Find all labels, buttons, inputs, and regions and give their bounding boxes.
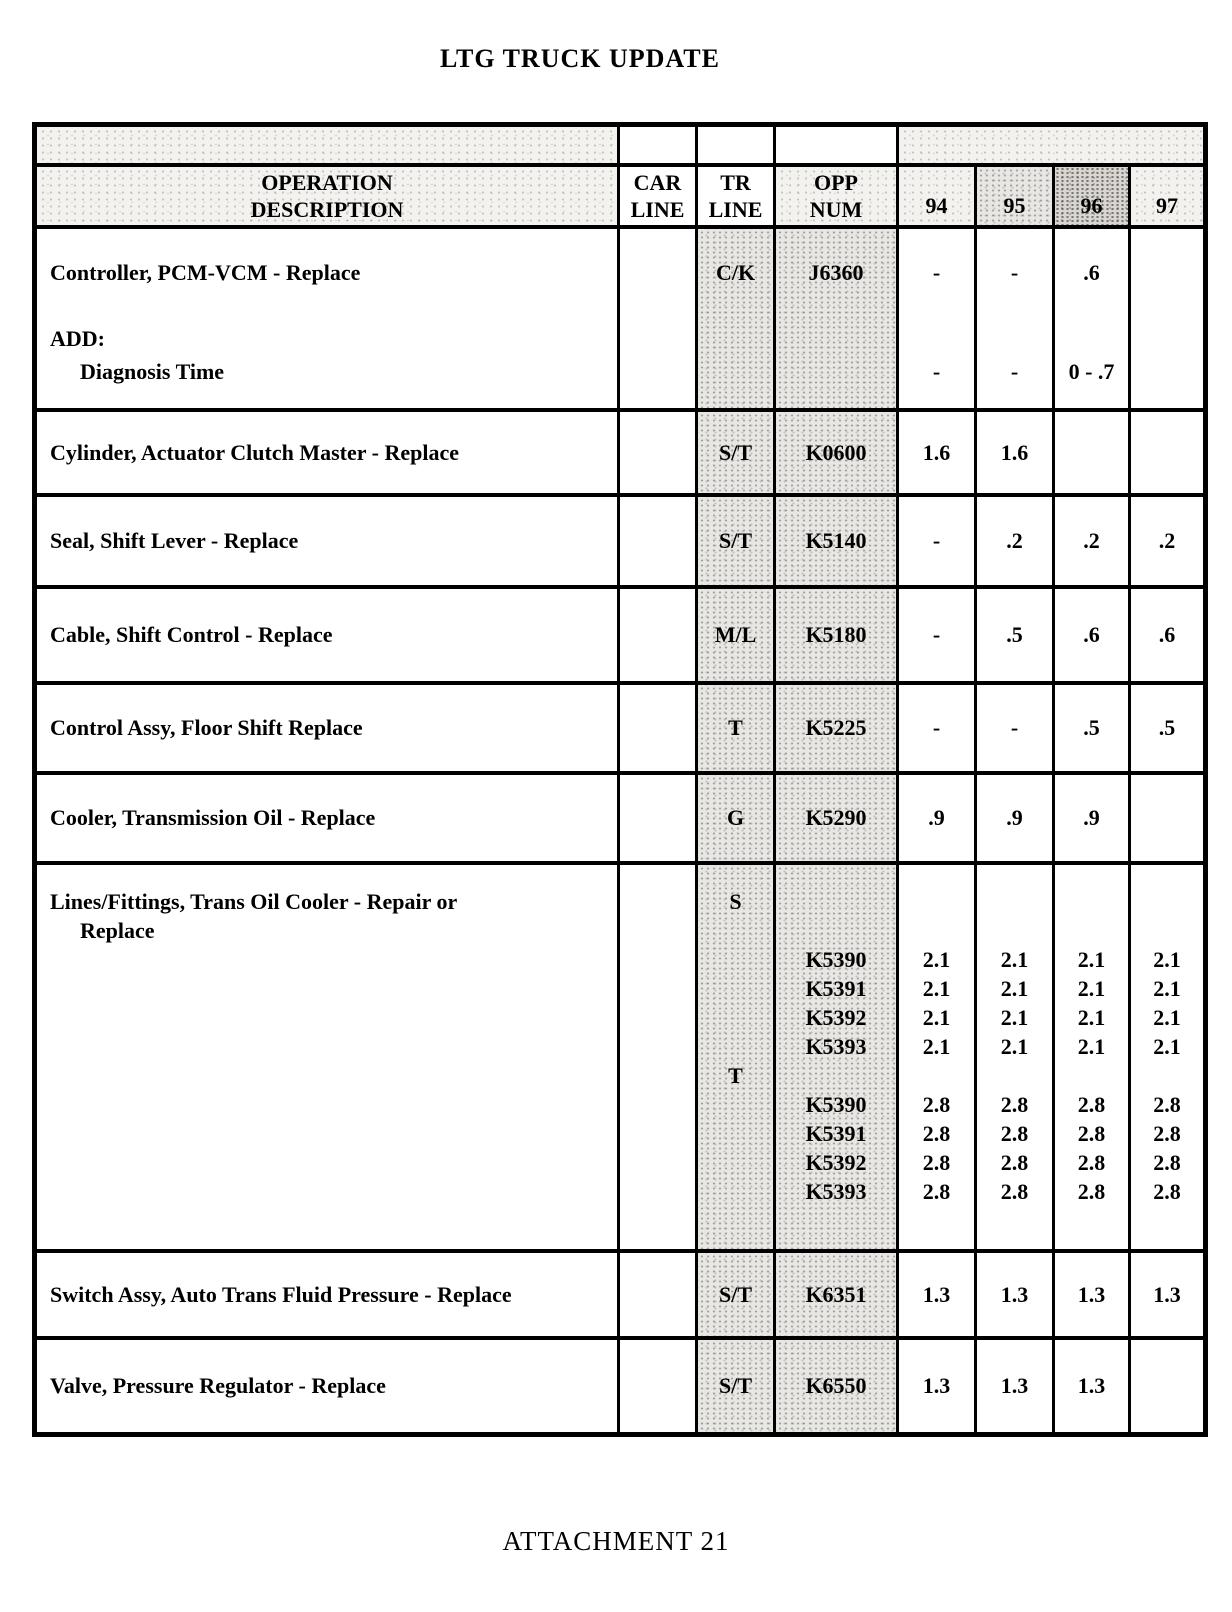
page-title: LTG TRUCK UPDATE xyxy=(440,44,720,73)
cell-96: .2 xyxy=(1055,497,1131,585)
cell-tr-line: S/T xyxy=(698,1340,776,1432)
page-footer: ATTACHMENT 21 xyxy=(502,1526,730,1556)
cell-opp-num: K6351 xyxy=(776,1253,899,1336)
cell-car-line xyxy=(620,685,698,771)
value-96: 2.8 xyxy=(1077,1179,1106,1204)
cell-car-line xyxy=(620,229,698,408)
value-96: 2.8 xyxy=(1077,1121,1106,1146)
value-94: 2.8 xyxy=(922,1092,951,1117)
opp-num-value: J6360 xyxy=(808,260,864,285)
cell-97: .2 xyxy=(1158,528,1176,553)
value-95: 2.1 xyxy=(1000,947,1029,972)
opp-num-value: K5391 xyxy=(805,1121,867,1146)
value-96: .6 xyxy=(1083,260,1100,285)
cell-96: 1.3 xyxy=(1055,1253,1131,1336)
cell-opp-num xyxy=(776,229,899,408)
value-95: 2.8 xyxy=(1000,1150,1029,1175)
cell-tr-line: S/T xyxy=(698,1253,776,1336)
value-97: 2.1 xyxy=(1153,1005,1181,1030)
cell-94: - xyxy=(899,685,977,771)
header-operation-line1: OPERATION xyxy=(261,170,393,195)
cell-96: .5 xyxy=(1055,685,1131,771)
cell-94: 1.3 xyxy=(899,1340,977,1432)
cell-description: Switch Assy, Auto Trans Fluid Pressure - Replace xyxy=(37,1253,620,1336)
cell-97: 1.3 xyxy=(1153,1281,1181,1307)
header-year-97: 97 xyxy=(1131,167,1203,225)
opp-num-value: K5392 xyxy=(805,1005,867,1030)
value-94: 2.1 xyxy=(922,1005,951,1030)
cell-96 xyxy=(1055,229,1131,408)
table-row-cooler xyxy=(37,775,1203,865)
value-97: 2.8 xyxy=(1153,1092,1181,1117)
opp-num-value: K5391 xyxy=(805,976,867,1001)
table-row-seal xyxy=(37,497,1203,589)
cell-tr-line xyxy=(698,865,776,1249)
description-text: Controller, PCM-VCM - Replace xyxy=(50,260,361,285)
table-row-switch-assy xyxy=(37,1253,1203,1340)
header-year-94: 94 xyxy=(899,167,977,225)
header-year-96: 96 xyxy=(1055,167,1131,225)
add-label: ADD: xyxy=(50,326,105,351)
top-band-description-cell xyxy=(37,127,620,163)
cell-94 xyxy=(899,229,977,408)
cell-95: - xyxy=(977,685,1055,771)
cell-94: - xyxy=(899,497,977,585)
table-row-valve xyxy=(37,1340,1203,1432)
cell-car-line xyxy=(620,1340,698,1432)
header-operation-line2: DESCRIPTION xyxy=(250,197,404,222)
header-opp-line2: NUM xyxy=(809,197,863,222)
cell-description: Cylinder, Actuator Clutch Master - Replace xyxy=(37,412,620,493)
opp-num-value: K5390 xyxy=(805,947,867,972)
value-97: 2.1 xyxy=(1153,976,1181,1001)
table-row-lines-fittings xyxy=(37,865,1203,1253)
value-94: - xyxy=(932,260,941,285)
value-95: 2.1 xyxy=(1000,976,1029,1001)
value-97: 2.8 xyxy=(1153,1121,1181,1146)
value-95: 2.8 xyxy=(1000,1092,1029,1117)
add-value-95: - xyxy=(1010,359,1019,384)
value-94: 2.1 xyxy=(922,1034,951,1059)
top-band-car-cell xyxy=(620,127,698,163)
cell-car-line xyxy=(620,775,698,861)
value-97: 2.1 xyxy=(1153,1034,1181,1059)
top-band-tr-cell xyxy=(698,127,776,163)
cell-tr-line: S/T xyxy=(698,497,776,585)
table-header-row xyxy=(37,167,1203,229)
cell-96: 1.3 xyxy=(1055,1340,1131,1432)
value-94: 2.8 xyxy=(922,1121,951,1146)
cell-94: .9 xyxy=(899,775,977,861)
table-row-top-band xyxy=(37,127,1203,167)
cell-97 xyxy=(1131,865,1203,1249)
cell-opp-num: K5290 xyxy=(776,775,899,861)
value-95: - xyxy=(1010,260,1019,285)
table-row-cylinder xyxy=(37,412,1203,497)
value-97: 2.8 xyxy=(1153,1179,1181,1204)
cell-opp-num: K5180 xyxy=(776,589,899,681)
cell-95: 1.6 xyxy=(977,412,1055,493)
table-row-control-assy xyxy=(37,685,1203,775)
tr-line-value: C/K xyxy=(715,260,756,285)
add-value-96: 0 - .7 xyxy=(1068,359,1115,384)
cell-description: Seal, Shift Lever - Replace xyxy=(37,497,620,585)
cell-opp-num: K0600 xyxy=(776,412,899,493)
header-tr-line xyxy=(698,167,776,225)
cell-description: Cooler, Transmission Oil - Replace xyxy=(37,775,620,861)
cell-opp-num: K5225 xyxy=(776,685,899,771)
cell-car-line xyxy=(620,497,698,585)
value-96: 2.1 xyxy=(1077,976,1106,1001)
cell-tr-line xyxy=(698,229,776,408)
description-line1: Lines/Fittings, Trans Oil Cooler - Repair or xyxy=(50,889,458,914)
cell-96: .6 xyxy=(1055,589,1131,681)
header-car-line2: LINE xyxy=(630,197,685,222)
value-95: 2.8 xyxy=(1000,1179,1029,1204)
cell-95: .9 xyxy=(977,775,1055,861)
cell-95 xyxy=(977,229,1055,408)
value-94: 2.8 xyxy=(922,1179,951,1204)
cell-94 xyxy=(899,865,977,1249)
cell-96: .9 xyxy=(1055,775,1131,861)
value-96: 2.1 xyxy=(1077,1034,1106,1059)
cell-94: 1.3 xyxy=(899,1253,977,1336)
value-96: 2.1 xyxy=(1077,1005,1106,1030)
cell-96 xyxy=(1055,412,1131,493)
value-94: 2.8 xyxy=(922,1150,951,1175)
header-car-line1: CAR xyxy=(633,170,682,195)
value-95: 2.1 xyxy=(1000,1005,1029,1030)
value-96: 2.8 xyxy=(1077,1150,1106,1175)
cell-97 xyxy=(1131,229,1203,408)
value-94: 2.1 xyxy=(922,947,951,972)
cell-car-line xyxy=(620,412,698,493)
cell-tr-line: G xyxy=(698,775,776,861)
cell-97: .5 xyxy=(1158,715,1176,740)
header-operation-description xyxy=(37,167,620,225)
header-car-line xyxy=(620,167,698,225)
cell-opp-num xyxy=(776,865,899,1249)
add-item-text: Diagnosis Time xyxy=(80,359,225,384)
cell-opp-num: K5140 xyxy=(776,497,899,585)
add-value-94: - xyxy=(932,359,941,384)
tr-group-t-label: T xyxy=(728,1063,743,1088)
value-94: 2.1 xyxy=(922,976,951,1001)
value-97: 2.8 xyxy=(1153,1150,1181,1175)
operations-table xyxy=(32,122,1208,1437)
header-opp-line1: OPP xyxy=(814,170,858,195)
cell-description: Cable, Shift Control - Replace xyxy=(37,589,620,681)
cell-97 xyxy=(1131,1340,1203,1432)
cell-96 xyxy=(1055,865,1131,1249)
header-tr-line2: LINE xyxy=(708,197,763,222)
cell-car-line xyxy=(620,865,698,1249)
cell-97 xyxy=(1131,775,1203,861)
opp-num-value: K5392 xyxy=(805,1150,867,1175)
top-band-opp-cell xyxy=(776,127,899,163)
value-95: 2.8 xyxy=(1000,1121,1029,1146)
cell-95 xyxy=(977,865,1055,1249)
tr-group-s-label: S xyxy=(729,889,742,914)
cell-tr-line: S/T xyxy=(698,412,776,493)
value-97: 2.1 xyxy=(1153,947,1181,972)
cell-description xyxy=(37,865,620,1249)
header-opp-num xyxy=(776,167,899,225)
cell-description: Control Assy, Floor Shift Replace xyxy=(37,685,620,771)
opp-num-value: K5393 xyxy=(805,1034,867,1059)
table-row-cable xyxy=(37,589,1203,685)
cell-95: .5 xyxy=(977,589,1055,681)
cell-94: 1.6 xyxy=(899,412,977,493)
value-95: 2.1 xyxy=(1000,1034,1029,1059)
cell-tr-line: M/L xyxy=(698,589,776,681)
opp-num-value: K5390 xyxy=(805,1092,867,1117)
value-96: 2.1 xyxy=(1077,947,1106,972)
cell-opp-num: K6550 xyxy=(776,1340,899,1432)
top-band-years-cell xyxy=(899,127,1203,163)
cell-97: .6 xyxy=(1158,622,1176,647)
cell-car-line xyxy=(620,1253,698,1336)
cell-95: .2 xyxy=(977,497,1055,585)
cell-description: Valve, Pressure Regulator - Replace xyxy=(37,1340,620,1432)
cell-car-line xyxy=(620,589,698,681)
table-row-controller xyxy=(37,229,1203,412)
header-tr-line1: TR xyxy=(720,170,751,195)
cell-94: - xyxy=(899,589,977,681)
cell-95: 1.3 xyxy=(977,1253,1055,1336)
value-96: 2.8 xyxy=(1077,1092,1106,1117)
value-97 xyxy=(1131,256,1203,289)
opp-num-value: K5393 xyxy=(805,1179,867,1204)
cell-description xyxy=(37,229,620,408)
cell-97 xyxy=(1131,412,1203,493)
cell-tr-line: T xyxy=(698,685,776,771)
cell-95: 1.3 xyxy=(977,1340,1055,1432)
header-year-95: 95 xyxy=(977,167,1055,225)
description-line2: Replace xyxy=(80,918,155,943)
